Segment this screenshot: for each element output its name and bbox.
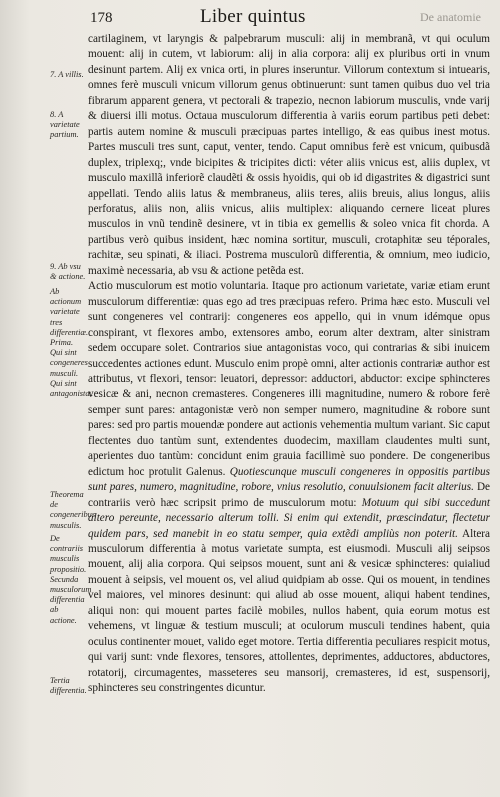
bleed-through-text: De anatomie	[420, 10, 481, 24]
margin-note-7: 7. A villis.	[50, 70, 84, 79]
paragraph-motion-differences: Altera musculorum differentia à motus varietate sumpta, est eiusmodi. Musculi alij seipsos mouent, alij alia corpora. Qui seipsos mouent, sunt ani & vesicæ sphincteres: quialiud mouent à seipsis, vel mouent os, vel aliud quidpiam ab osse. Qui os mouent, in tendines vel maiores, vel minores desinunt: qui aliud ab osse mouent, aliqui habent tendines, aliqui non: qui mouent partes facilè mobiles, nullos habent, quia eorum motus est vehemens, vt linguæ & testium musculi; at oculorum musculi tendines habent, quia oculus continenter mouet, valido eget motore. Tertia differentia peculiares respicit motus, qui varij sunt: vnde flexores, tensores, attollentes, deprimentes, adductores, abductores, rotatorij, circumagentes, masseteres seu mansorij, cremasteres, id est, suspensorij, sphincteres seu constringentes dicuntur.	[88, 527, 490, 695]
margin-note-9: 9. Ab vsu & actione.	[50, 262, 86, 282]
margin-note-11: Theorema de congeneribus musculis.	[50, 490, 96, 530]
margin-note-10: Ab actionum varietate tres differentiæ. Prima. Qui sint congeneres musculi. Qui sint antagonistæ.	[50, 287, 94, 399]
galen-quote: Motuum qui sibi succedunt altero pereunte, necessario alterum tolli. Si enim qui extendit, præscindatur, flectetur quidem pars, sed manebit in eo statu semper, quia extẽdi ampliùs non poterit.	[88, 496, 490, 540]
margin-notes	[0, 0, 96, 797]
main-text	[88, 32, 490, 696]
paragraph-actions-text: Actio musculorum est motio voluntaria. Itaque pro actionum varietate, variæ etiam erunt musculorum differentiæ: quas ego ad tres præcipuas refero. Prima hæc esto. Musculi vel sunt congeneres vel contrarij: congeneres eos appello, qui in vnum idémque opus conspirant, vt flexores ambo, extensores ambo, eorum alter dextram, alter sinistram sedem occupare solet. Contrarios siue antagonistas voco, qui contrarias & sibi inuicem succedentes actiones edunt. Musculo enim propè omni, alter actionis contrariæ author est attributus, vt flexori, tensor: leuatori, depressor: adductori, abductor: excipe sphincteres vesicæ & ani, necnon cremasteres. Congeneres illi magnitudine, numero & robore ferè semper sunt pares: antagonistæ verò non semper numero, magnitudine & robore sunt pares: sed pro partis mouendæ pondere aut actionis vehementia multum variant. Sic caput flectentes duo tantùm sunt, extendentes duodecim, maxillam claudentes multi sunt, aperientes duo tantùm: concidunt enim grauia facillimè suo pondere. De congeneribus edictum hoc protulit Galenus.	[88, 280, 490, 478]
margin-note-8: 8. A varietate partium.	[50, 110, 80, 140]
paragraph-actions	[88, 279, 490, 696]
page-number: 178	[90, 10, 113, 26]
margin-note-13: Tertia differentia.	[50, 676, 87, 696]
paragraph-muscle-differences: cartilaginem, vt laryngis & palpebrarum musculi: alij in membranã, vt qui oculum mouent: alij in cutem, vt labiorum: alij in alia corpora: alij ex pluribus orti in vnum desinunt partem. Alij ex vnica orti, in plures inseruntur. Villorum contextum si intuearis, omnes ferè musculi vnicum villorum genus obtinuerunt: sunt tamen quibus duo vel tria fibrarum apparent genera, vt pectorali & trapezio, necnon labiorum musculis, vnde varij & diuersi illi motus. Octaua musculorum differentia à variis eorum partibus peti debet: partis autem nomine & musculi præcipuas partes intelligo, & eas quibus inest motus. Partes musculi tres sunt, caput, venter, tendo. Caput omnibus ferè est vnicum, quibusdã duplex, triplexq;, vnde bicipites & tricipites dicti: véter aliis vnicus est, aliis duplex, vt musculo maxillã inferiorẽ claudẽti & ossis hyoidis, qui ob id digastrites & digastrici sunt appellati. Tendo aliis latus & membraneus, aliis teres, aliis breuis, alius longus, aliis perforatus, aliis non, aliis vnicus, aliis multiplex: aliquando cernere liceat plures musculos in vnũ tendinẽ desinere, vt in tibia ex gemellis & soleo vnica fit chorda. A partibus verò quibus insident, hæc nomina sortitur, musculi, crotaphitæ seu téporales, rachitæ, seu spinati, & iliaci. Postrema musculorũ differentia, & omnium, meo iudicio, maximè necessaria, ab vsu & actione petẽda est.	[88, 33, 490, 277]
running-head: Liber quintus	[200, 6, 306, 27]
contrarii-intro: De contrariis verò hæc scripsit primo de musculorum motu:	[88, 481, 491, 509]
margin-note-12: De contrariis musculis propositio. Secunda musculorum differentia ab actione.	[50, 534, 92, 625]
galen-theorem: Quotiescunque musculi congeneres in oppositis partibus sunt pares, numero, magnitudine, robore, vnius resolutio, conuulsionem facit alterius.	[88, 465, 490, 494]
